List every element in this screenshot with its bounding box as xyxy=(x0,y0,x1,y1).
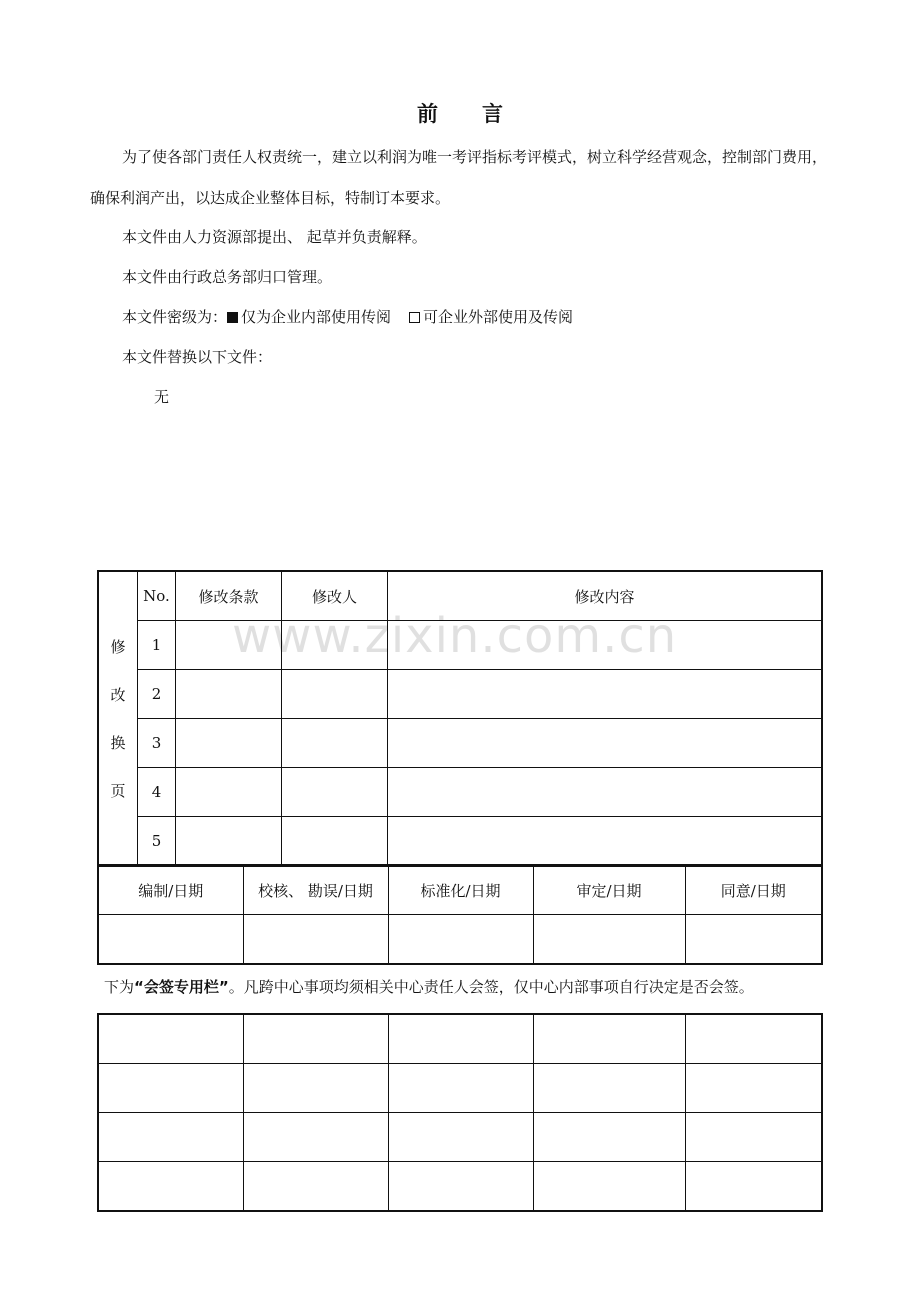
table-cell[interactable] xyxy=(176,817,282,867)
classification-label: 本文件密级为： xyxy=(122,308,228,326)
header-no: No. xyxy=(138,571,176,621)
header-compile: 编制/日期 xyxy=(98,865,243,915)
table-cell[interactable] xyxy=(176,719,282,768)
table-cell[interactable] xyxy=(685,1064,822,1113)
table-cell[interactable] xyxy=(685,915,822,965)
table-cell[interactable] xyxy=(685,1162,822,1212)
table-cell[interactable] xyxy=(685,1014,822,1064)
page-title xyxy=(0,98,920,128)
row-number: 3 xyxy=(138,719,176,768)
table-row xyxy=(98,719,822,768)
table-cell[interactable] xyxy=(98,1064,243,1113)
table-row xyxy=(98,1014,822,1064)
table-row xyxy=(98,1064,822,1113)
table-cell[interactable] xyxy=(533,915,685,965)
table-cell[interactable] xyxy=(282,817,388,867)
note-highlight: “会签专用栏” xyxy=(134,978,229,996)
table-row xyxy=(98,865,822,915)
table-row xyxy=(98,768,822,817)
countersign-table xyxy=(97,1013,823,1212)
row-number: 1 xyxy=(138,621,176,670)
note-prefix: 下为 xyxy=(104,978,135,996)
countersign-note xyxy=(104,976,754,997)
header-modifier: 修改人 xyxy=(282,571,388,621)
title-char-1: 前 xyxy=(417,102,438,126)
table-cell[interactable] xyxy=(388,1162,533,1212)
table-cell[interactable] xyxy=(243,1064,388,1113)
table-cell[interactable] xyxy=(533,1064,685,1113)
checked-box-icon xyxy=(227,312,238,323)
approval-table xyxy=(97,864,823,965)
classification-option-external: 可企业外部使用及传阅 xyxy=(423,308,574,326)
table-cell[interactable] xyxy=(388,719,823,768)
classification-option-internal: 仅为企业内部使用传阅 xyxy=(241,308,392,326)
header-content: 修改内容 xyxy=(388,571,823,621)
title-char-2: 言 xyxy=(482,102,503,126)
classification-paragraph xyxy=(90,297,835,338)
table-row xyxy=(98,1162,822,1212)
intro-paragraph: 为了使各部门责任人权责统一，建立以利润为唯一考评指标考评模式，树立科学经营观念，控制部门费用，确保利润产出，以达成企业整体目标，特制订本要求。 xyxy=(90,148,828,207)
header-check: 校核、 勘误/日期 xyxy=(243,865,388,915)
table-row xyxy=(98,1113,822,1162)
table-cell[interactable] xyxy=(388,1113,533,1162)
table-cell[interactable] xyxy=(282,670,388,719)
table-cell[interactable] xyxy=(176,670,282,719)
note-suffix: 。凡跨中心事项均须相关中心责任人会签，仅中心内部事项自行决定是否会签。 xyxy=(228,978,754,996)
replacement-paragraph: 本文件替换以下文件： xyxy=(122,348,273,366)
table-cell[interactable] xyxy=(533,1014,685,1064)
table-cell[interactable] xyxy=(243,1014,388,1064)
table-cell[interactable] xyxy=(388,670,823,719)
table-cell[interactable] xyxy=(388,817,823,867)
row-number: 4 xyxy=(138,768,176,817)
table-cell[interactable] xyxy=(533,1162,685,1212)
row-number: 5 xyxy=(138,817,176,867)
side-label-char: 修 xyxy=(110,637,126,656)
table-row xyxy=(98,817,822,867)
header-review: 审定/日期 xyxy=(533,865,685,915)
table-cell[interactable] xyxy=(176,768,282,817)
header-clause: 修改条款 xyxy=(176,571,282,621)
table-cell[interactable] xyxy=(98,1113,243,1162)
proposer-paragraph: 本文件由人力资源部提出、 起草并负责解释。 xyxy=(122,228,427,246)
table-cell[interactable] xyxy=(243,1162,388,1212)
table-cell[interactable] xyxy=(388,1064,533,1113)
table-cell[interactable] xyxy=(98,1014,243,1064)
management-paragraph: 本文件由行政总务部归口管理。 xyxy=(122,268,333,286)
header-approve: 同意/日期 xyxy=(685,865,822,915)
revision-side-label xyxy=(98,571,138,866)
table-cell[interactable] xyxy=(388,1014,533,1064)
table-cell[interactable] xyxy=(98,1162,243,1212)
table-cell[interactable] xyxy=(282,768,388,817)
table-row xyxy=(98,670,822,719)
table-row xyxy=(98,915,822,965)
header-standardize: 标准化/日期 xyxy=(388,865,533,915)
table-cell[interactable] xyxy=(685,1113,822,1162)
table-cell[interactable] xyxy=(388,768,823,817)
replacement-value: 无 xyxy=(154,388,170,406)
table-cell[interactable] xyxy=(533,1113,685,1162)
row-number: 2 xyxy=(138,670,176,719)
side-label-char: 页 xyxy=(110,781,126,800)
table-cell[interactable] xyxy=(282,719,388,768)
table-cell[interactable] xyxy=(243,915,388,965)
unchecked-box-icon xyxy=(409,312,420,323)
table-cell[interactable] xyxy=(243,1113,388,1162)
table-cell[interactable] xyxy=(388,915,533,965)
side-label-char: 改 xyxy=(110,685,126,704)
table-cell[interactable] xyxy=(98,915,243,965)
side-label-char: 换 xyxy=(110,733,126,752)
watermark: www.zixin.com.cn xyxy=(232,608,678,664)
